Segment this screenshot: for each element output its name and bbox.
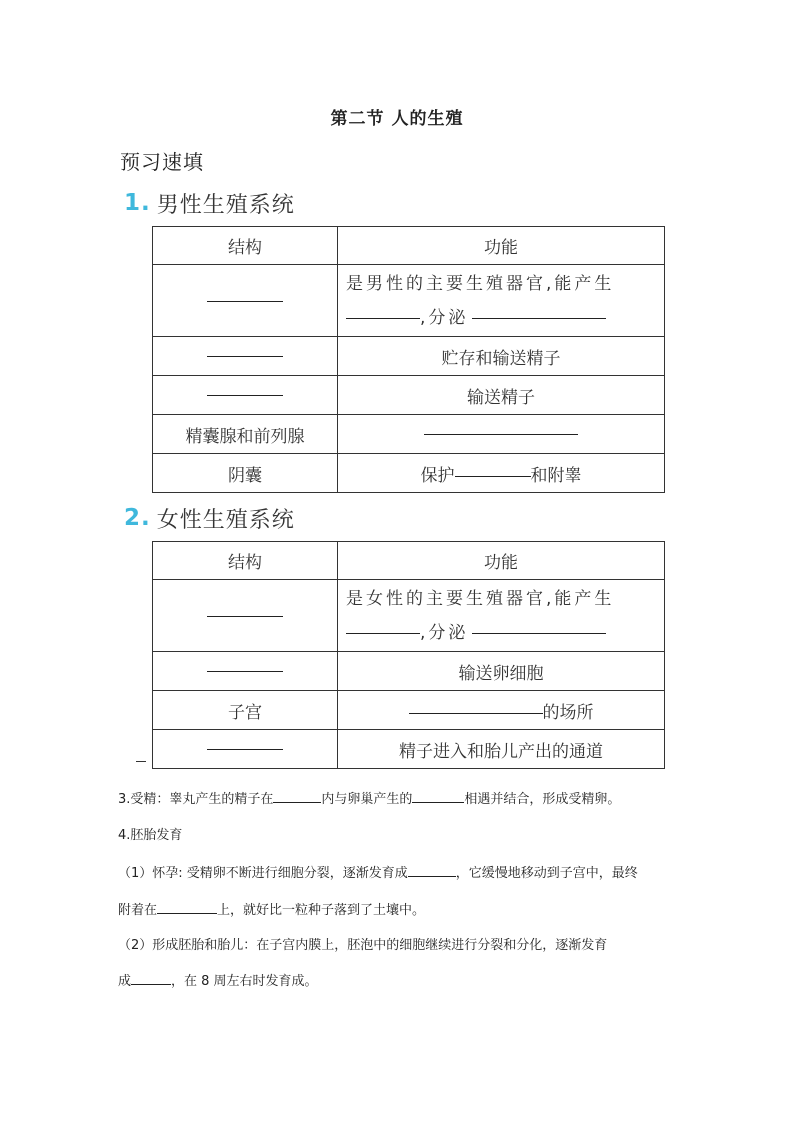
function-line: 是女性的主要生殖器官,能产生 xyxy=(346,588,615,609)
answer-blank[interactable] xyxy=(207,670,283,672)
answer-blank[interactable] xyxy=(207,355,283,357)
header-structure: 结构 xyxy=(153,227,338,265)
question-4-part-2: （2）形成胚胎和胎儿：在子宫内膜上，胚泡中的细胞继续进行分裂和分化，逐渐发育 xyxy=(118,938,608,953)
section-heading: 预习速填 xyxy=(120,150,204,174)
structure-cell xyxy=(153,730,338,769)
structure-cell: 精囊腺和前列腺 xyxy=(153,415,338,454)
function-cell: 贮存和输送精子 xyxy=(338,337,665,376)
structure-cell xyxy=(153,376,338,415)
function-cell: 输送精子 xyxy=(338,376,665,415)
function-cell: 精子进入和胎儿产出的通道 xyxy=(338,730,665,769)
answer-blank[interactable] xyxy=(408,864,456,877)
header-structure: 结构 xyxy=(153,542,338,580)
structure-cell xyxy=(153,652,338,691)
answer-blank[interactable] xyxy=(157,901,217,914)
structure-cell xyxy=(153,337,338,376)
structure-cell: 子宫 xyxy=(153,691,338,730)
table-row xyxy=(153,376,665,415)
structure-cell xyxy=(153,580,338,652)
function-line: 是男性的主要生殖器官,能产生 xyxy=(346,273,615,294)
question-4-part-1: （1）怀孕: 受精卵不断进行细胞分裂，逐渐发育成 ，它缓慢地移动到子宫中，最终 xyxy=(118,866,638,881)
answer-blank[interactable] xyxy=(455,475,531,477)
answer-blank[interactable] xyxy=(346,632,420,634)
answer-blank[interactable] xyxy=(409,712,543,714)
heading-text: 女性生殖系统 xyxy=(156,507,295,533)
structure-cell xyxy=(153,265,338,337)
heading-number: 2. xyxy=(124,505,151,531)
answer-blank[interactable] xyxy=(207,748,283,750)
answer-blank[interactable] xyxy=(346,317,420,319)
heading-number: 1. xyxy=(124,190,151,216)
answer-blank[interactable] xyxy=(472,632,606,634)
function-cell: 保护 和附睾 xyxy=(338,454,665,493)
function-line: ,分泌 xyxy=(346,616,656,650)
structure-cell: 阴囊 xyxy=(153,454,338,493)
answer-blank[interactable] xyxy=(207,615,283,617)
table-row xyxy=(153,265,665,337)
page-title: 第二节 人的生殖 xyxy=(330,109,464,129)
table-header-row xyxy=(153,227,665,265)
header-function: 功能 xyxy=(338,227,665,265)
male-heading xyxy=(124,188,295,218)
answer-blank[interactable] xyxy=(412,790,464,803)
function-cell xyxy=(338,580,665,652)
female-heading xyxy=(124,503,295,533)
answer-blank[interactable] xyxy=(273,790,321,803)
table-row xyxy=(153,730,665,769)
table-row xyxy=(153,580,665,652)
question-3: 3.受精：睾丸产生的精子在 内与卵巢产生的 相遇并结合，形成受精卵。 xyxy=(118,792,621,807)
answer-blank[interactable] xyxy=(207,300,283,302)
header-function: 功能 xyxy=(338,542,665,580)
answer-blank[interactable] xyxy=(472,317,606,319)
male-table xyxy=(152,226,665,493)
table-row xyxy=(153,337,665,376)
function-cell xyxy=(338,265,665,337)
question-4-part-2-cont: 成 ，在 8 周左右时发育成。 xyxy=(118,974,318,989)
answer-blank[interactable] xyxy=(424,433,578,435)
answer-blank[interactable] xyxy=(131,972,171,985)
function-cell: 的场所 xyxy=(338,691,665,730)
table-row xyxy=(153,454,665,493)
question-4-title: 4.胚胎发育 xyxy=(118,828,183,843)
function-cell xyxy=(338,415,665,454)
heading-text: 男性生殖系统 xyxy=(156,192,295,218)
question-4-part-1-cont: 附着在 上，就好比一粒种子落到了土壤中。 xyxy=(118,903,426,918)
female-table xyxy=(152,541,665,769)
table-row xyxy=(153,415,665,454)
margin-mark xyxy=(136,761,146,762)
function-line: ,分泌 xyxy=(346,301,656,335)
table-header-row xyxy=(153,542,665,580)
table-row xyxy=(153,652,665,691)
table-row xyxy=(153,691,665,730)
answer-blank[interactable] xyxy=(207,394,283,396)
function-cell: 输送卵细胞 xyxy=(338,652,665,691)
